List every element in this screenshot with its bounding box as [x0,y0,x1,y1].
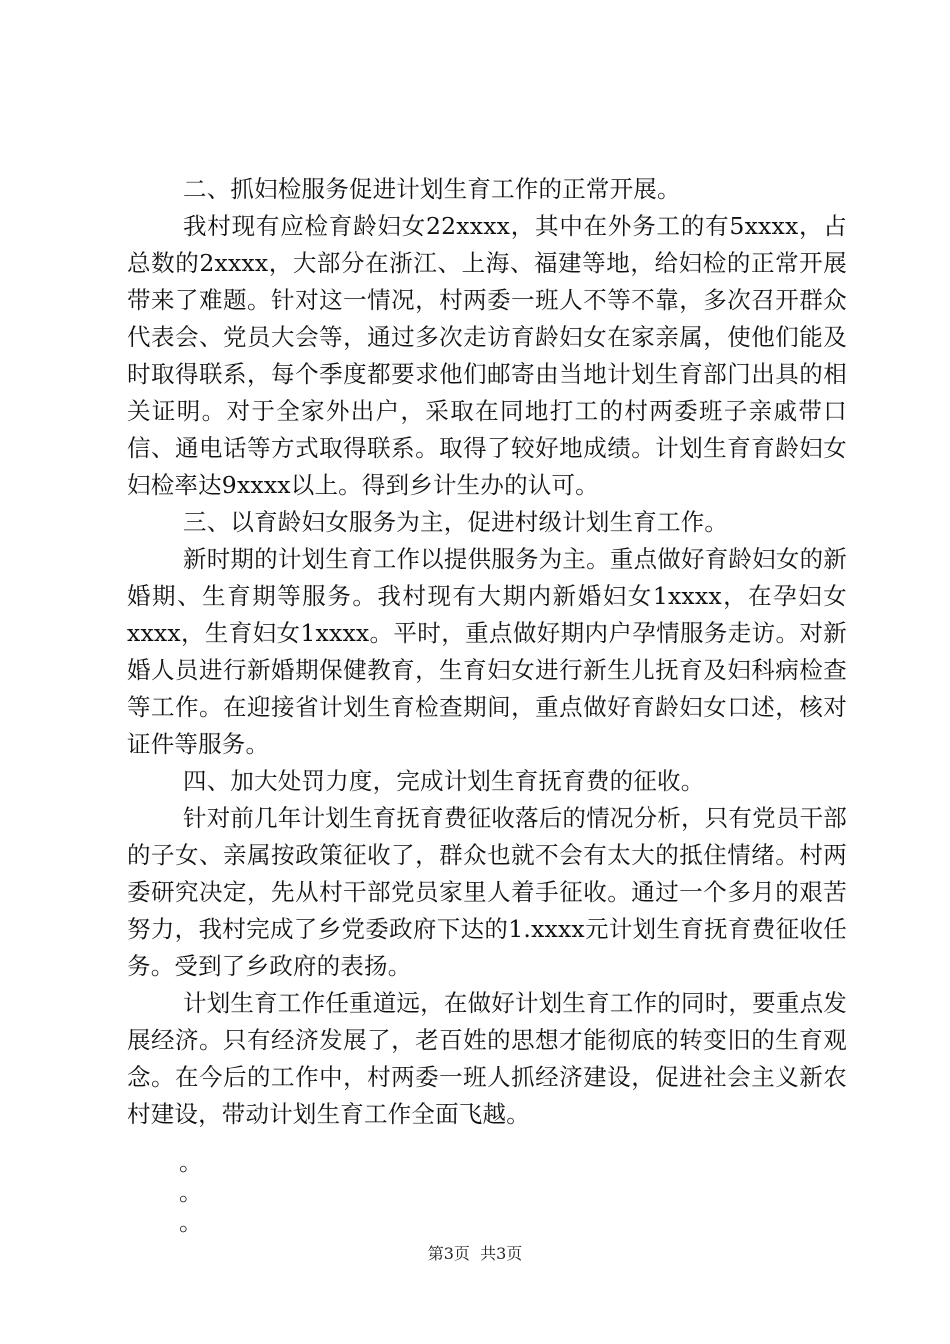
section-heading-4: 四、加大处罚力度，完成计划生育抚育费的征收。 [183,767,705,795]
section-heading-2: 二、抓妇检服务促进计划生育工作的正常开展。 [183,175,681,203]
page-number-label: 第3页 共3页 [427,1244,523,1263]
trailing-mark: 。 [179,1178,203,1206]
body-paragraph-3: 针对前几年计划生育抚育费征收落后的情况分析，只有党员干部的子女、亲属按政策征收了，群众也就不会有太大的抵住情绪。村两委研究决定，先从村干部党员家里人着手征收。通过一个多月的艰苦努力，我村完成了乡党委政府下达的1.xxxx元计划生育抚育费征收任务。受到了乡政府的表扬。 [127,804,847,980]
trailing-mark: 。 [179,1208,203,1236]
document-body [127,171,847,1237]
body-paragraph-2: 新时期的计划生育工作以提供服务为主。重点做好育龄妇女的新婚期、生育期等服务。我村现有大期内新婚妇女1xxxx，在孕妇女xxxx，生育妇女1xxxx。平时，重点做好期内户孕情服务走访。对新婚人员进行新婚期保健教育，生育妇女进行新生儿抚育及妇科病检查等工作。在迎接省计划生育检查期间，重点做好育龄妇女口述，核对证件等服务。 [127,545,847,758]
section-heading-3: 三、以育龄妇女服务为主，促进村级计划生育工作。 [183,508,729,536]
body-paragraph-conclusion: 计划生育工作任重道远，在做好计划生育工作的同时，要重点发展经济。只有经济发展了，老百姓的思想才能彻底的转变旧的生育观念。在今后的工作中，村两委一班人抓经济建设，促进社会主义新农村建设，带动计划生育工作全面飞越。 [127,989,847,1128]
trailing-marks [127,1147,847,1237]
page-footer [0,1244,950,1264]
body-paragraph-1: 我村现有应检育龄妇女22xxxx，其中在外务工的有5xxxx，占总数的2xxxx，大部分在浙江、上海、福建等地，给妇检的正常开展带来了难题。针对这一情况，村两委一班人不等不靠，多次召开群众代表会、党员大会等，通过多次走访育龄妇女在家亲属，使他们能及时取得联系，每个季度都要求他们邮寄由当地计划生育部门出具的相关证明。对于全家外出户，采取在同地打工的村两委班子亲戚带口信、通电话等方式取得联系。取得了较好地成绩。计划生育育龄妇女妇检率达9xxxx以上。得到乡计生办的认可。 [127,212,847,499]
trailing-mark: 。 [179,1148,203,1176]
